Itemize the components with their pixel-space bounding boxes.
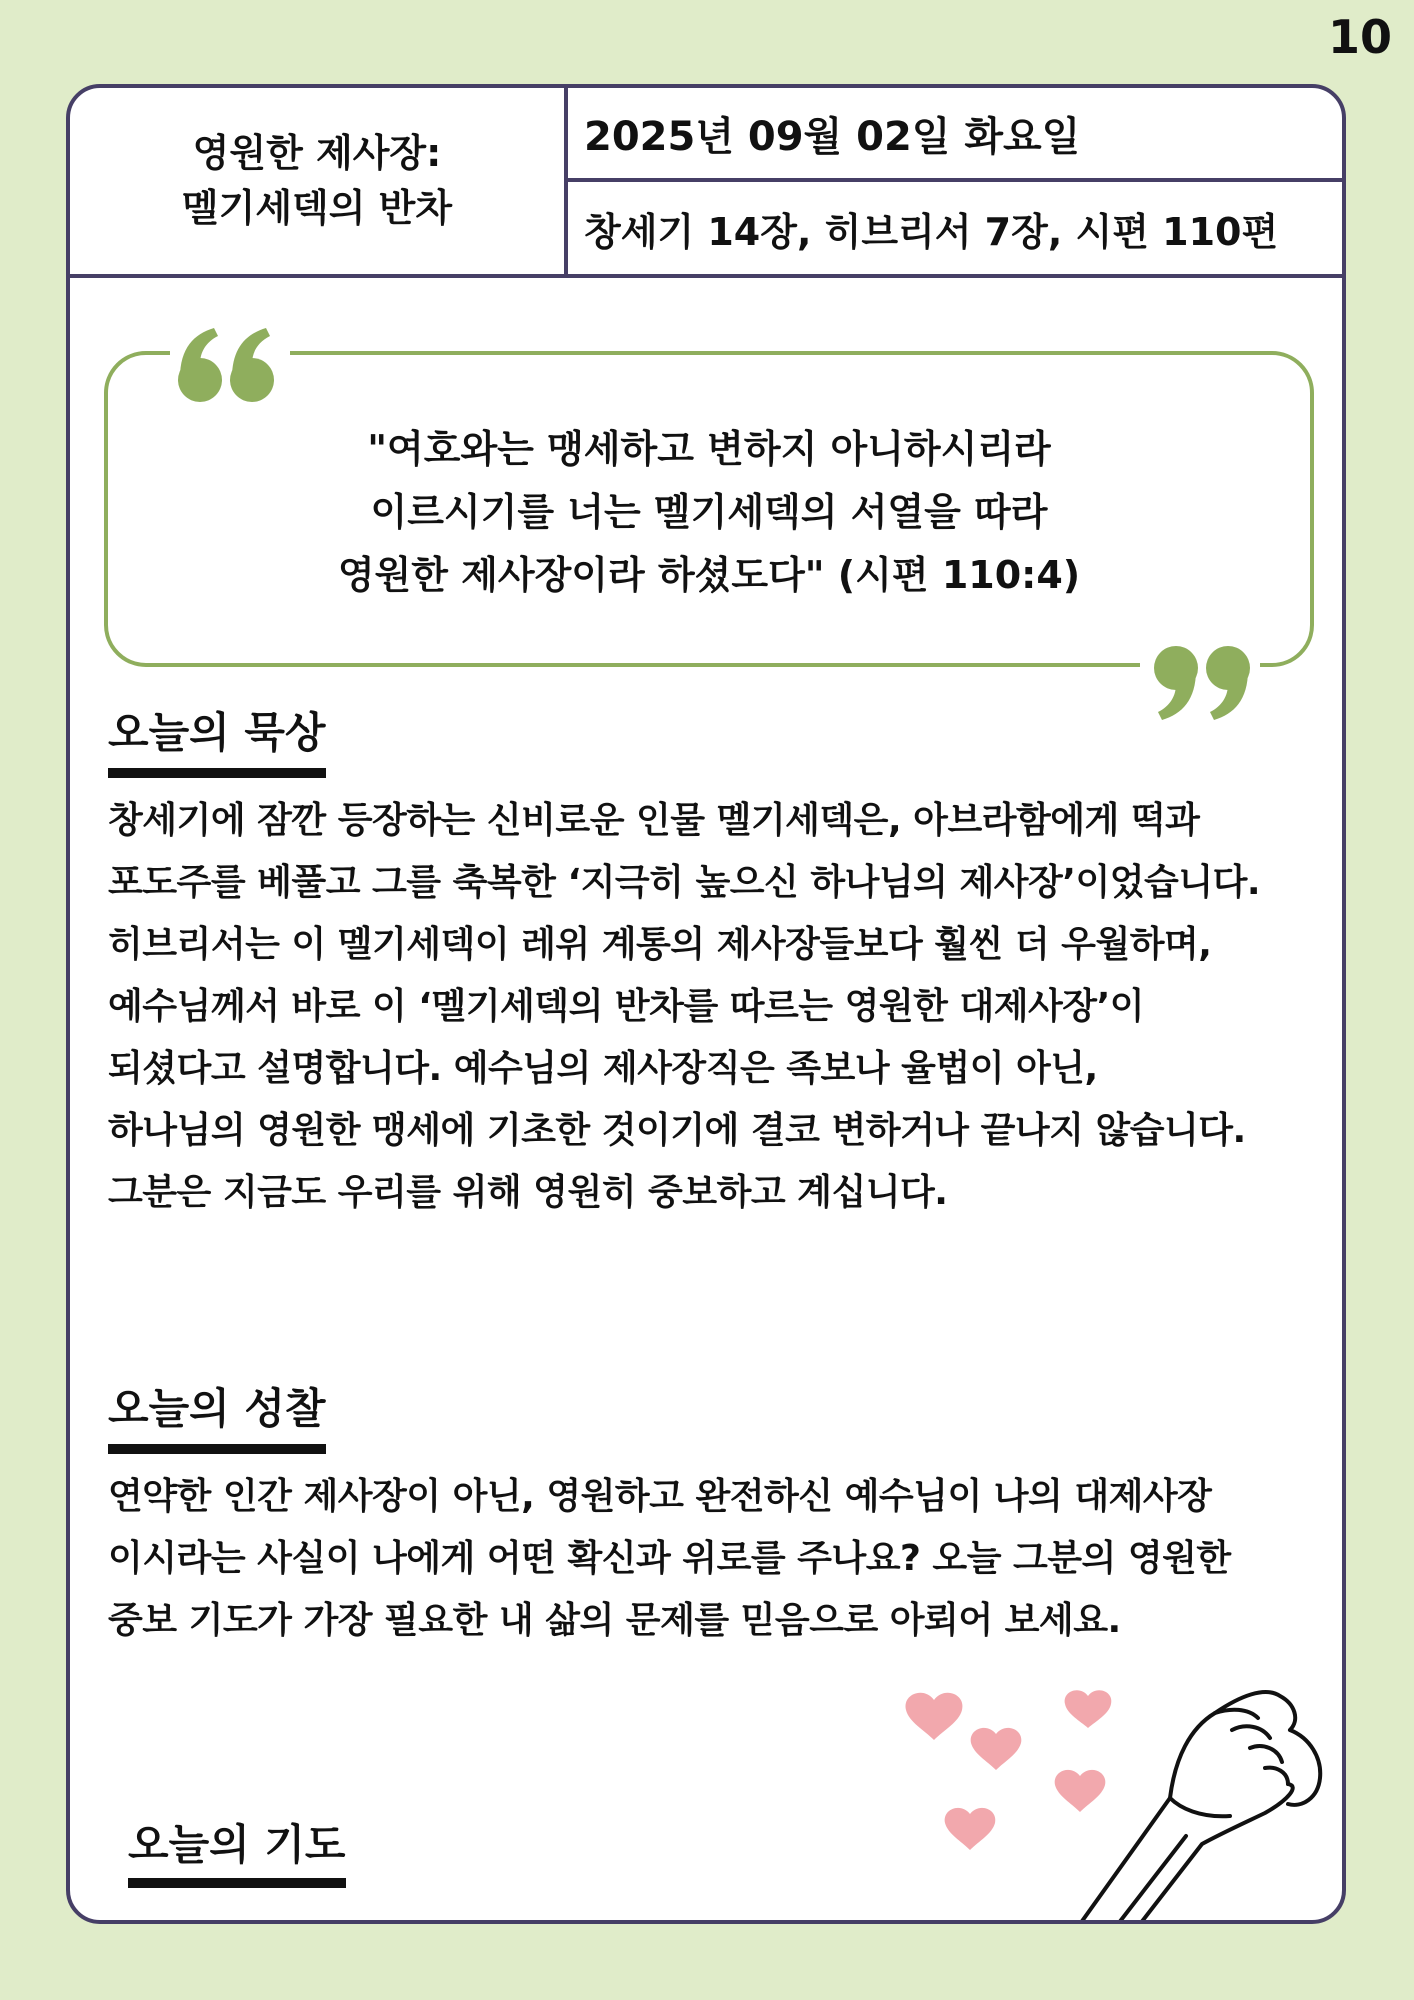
- reflection-line: 중보 기도가 가장 필요한 내 삶의 문제를 믿음으로 아뢰어 보세요.: [108, 1600, 1121, 1641]
- reflection-text: [108, 1466, 1326, 1652]
- reflection-heading-underline: [108, 1444, 326, 1454]
- heart-icon: [906, 1693, 963, 1740]
- open-quote-icon: [170, 318, 290, 428]
- heart-icon: [945, 1808, 996, 1850]
- praying-hands-illustration: [870, 1668, 1346, 1924]
- quote-line: 영원한 제사장이라 하셨도다" (시편 110:4): [337, 553, 1081, 597]
- meditation-line: 예수님께서 바로 이 ‘멜기세덱의 반차를 따르는 영원한 대제사장’이: [108, 986, 1145, 1027]
- page-number: 10: [1327, 10, 1392, 64]
- close-quote-icon: [1140, 628, 1260, 738]
- meditation-line: 창세기에 잠깐 등장하는 신비로운 인물 멜기세덱은, 아브라함에게 떡과: [108, 800, 1200, 841]
- scripture-quote: [104, 418, 1314, 607]
- header-title-line-1: 영원한 제사장:: [192, 130, 442, 175]
- heart-icon: [971, 1728, 1022, 1770]
- heart-icon: [1055, 1770, 1106, 1812]
- header-title: [70, 88, 568, 274]
- reflection-line: 연약한 인간 제사장이 아닌, 영원하고 완전하신 예수님이 나의 대제사장: [108, 1476, 1212, 1517]
- meditation-line: 되셨다고 설명합니다. 예수님의 제사장직은 족보나 율법이 아닌,: [108, 1048, 1098, 1089]
- devotional-card: [66, 84, 1346, 1924]
- heart-icon: [1065, 1690, 1112, 1728]
- meditation-line: 하나님의 영원한 맹세에 기초한 것이기에 결코 변하거나 끝나지 않습니다.: [108, 1110, 1246, 1151]
- meditation-line: 포도주를 베풀고 그를 축복한 ‘지극히 높으신 하나님의 제사장’이었습니다.: [108, 862, 1261, 903]
- prayer-heading-underline: [128, 1878, 346, 1888]
- header: [70, 88, 1342, 278]
- meditation-line: 히브리서는 이 멜기세덱이 레위 계통의 제사장들보다 훨씬 더 우월하며,: [108, 924, 1212, 965]
- reflection-line: 이시라는 사실이 나에게 어떤 확신과 위로를 주나요? 오늘 그분의 영원한: [108, 1538, 1231, 1579]
- header-title-line-2: 멜기세덱의 반차: [181, 186, 453, 230]
- header-scripture: 창세기 14장, 히브리서 7장, 시편 110편: [584, 209, 1279, 254]
- meditation-line: 그분은 지금도 우리를 위해 영원히 중보하고 계십니다.: [108, 1172, 948, 1213]
- prayer-heading: 오늘의 기도: [128, 1820, 346, 1869]
- meditation-text: [108, 790, 1326, 1224]
- quote-line: 이르시기를 너는 멜기세덱의 서열을 따라: [370, 490, 1048, 534]
- header-date: 2025년 09월 02일 화요일: [568, 88, 1342, 182]
- reflection-heading: 오늘의 성찰: [108, 1384, 326, 1433]
- meditation-heading: 오늘의 묵상: [108, 708, 326, 757]
- quote-line: "여호와는 맹세하고 변하지 아니하시리라: [367, 427, 1051, 471]
- meditation-heading-underline: [108, 768, 326, 778]
